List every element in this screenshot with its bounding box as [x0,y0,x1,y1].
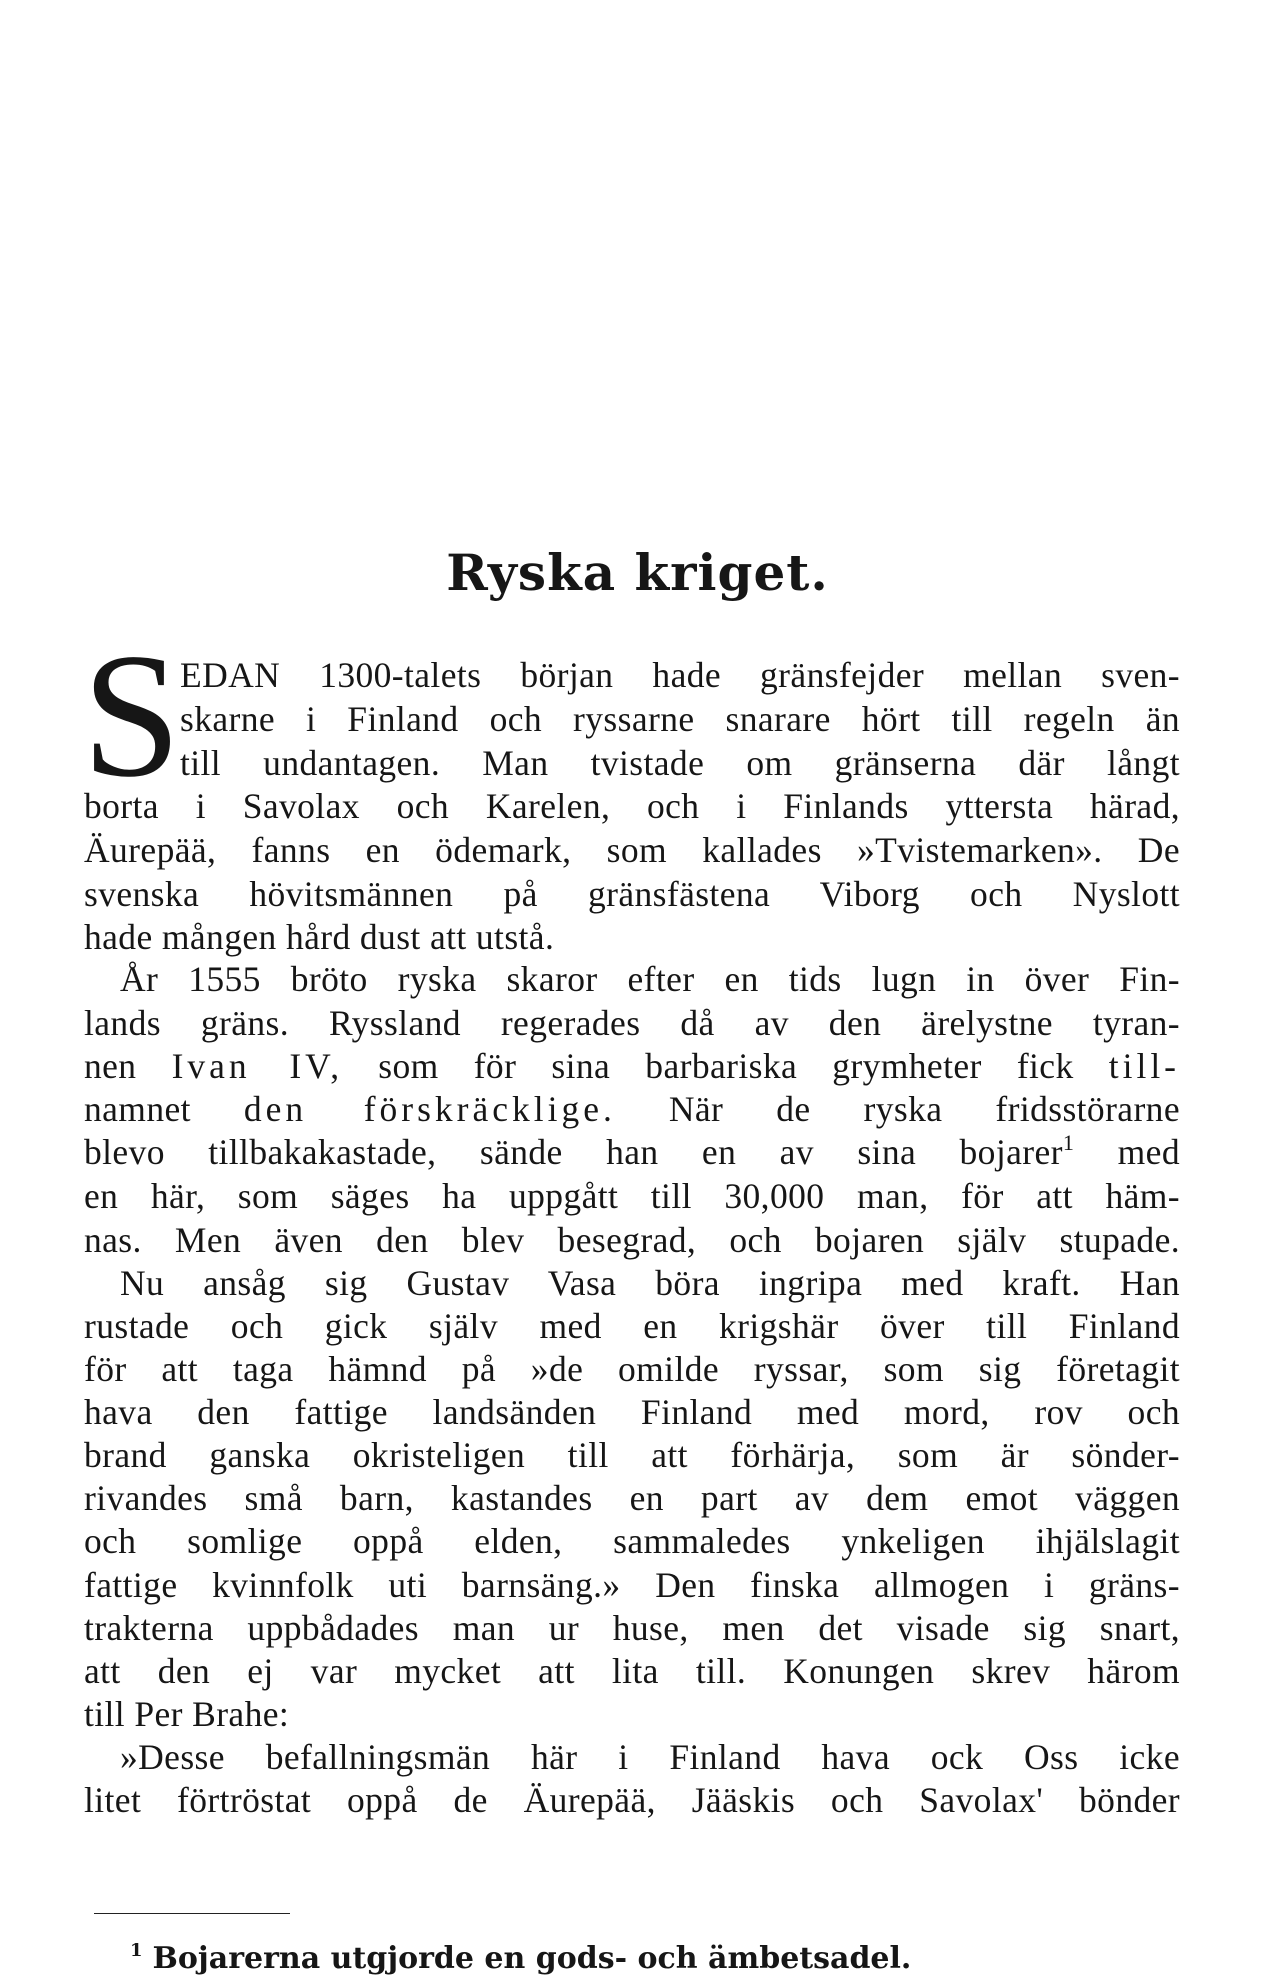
text-line: till undantagen. Man tvistade om gränserna där långt [180,743,1180,783]
footnote-text: Bojarerna utgjorde en gods- och ämbetsadel. [152,1941,912,1976]
text-line: rustade och gick själv med en krigshär över till Finland [84,1306,1180,1346]
text-line: trakterna uppbådades man ur huse, men det visade sig snart, [84,1608,1180,1648]
text-line: att den ej var mycket att lita till. Konungen skrev härom [84,1651,1180,1691]
text-line: lands gräns. Ryssland regerades då av den ärelystne tyran- [84,1003,1180,1043]
text-fragment: När de ryska fridsstörarne [668,1089,1180,1129]
text-line: för att taga hämnd på »de omilde ryssar, som sig företagit [84,1349,1180,1389]
text-line: »Desse befallningsmän här i Finland hava ock Oss icke [120,1737,1180,1777]
text-line: borta i Savolax och Karelen, och i Finlands yttersta härad, [84,786,1180,826]
drop-cap: S [82,616,181,814]
text-line: till Per Brahe: [84,1694,290,1734]
text-line: nas. Men även den blev besegrad, och bojaren själv stupade. [84,1220,1180,1260]
text-line: litet förtröstat oppå de Äurepää, Jääskis och Savolax' bönder [84,1780,1180,1820]
text-fragment: som för sina barbariska grymheter fick [378,1046,1074,1086]
footnote-separator [94,1913,290,1914]
text-line: EDAN 1300-talets början hade gränsfejder mellan sven- [180,655,1180,695]
text-line [84,1130,1180,1174]
text-line [84,1044,1180,1088]
text-line: svenska hövitsmännen på gränsfästena Viborg och Nyslott [84,874,1180,914]
footnote-mark: 1 [130,1940,143,1961]
epithet-spaced: den förskräcklige. [243,1089,616,1129]
text-line: en här, som säges ha uppgått till 30,000 man, för att häm- [84,1176,1180,1216]
text-line: skarne i Finland och ryssarne snarare hört till regeln än [180,699,1180,739]
footnote-reference: 1 [1062,1130,1075,1155]
text-line: hade mången hård dust att utstå. [84,917,555,957]
text-line: brand ganska okristeligen till att förhärja, som är sönder- [84,1435,1180,1475]
text-fragment: nen [84,1046,137,1086]
text-line: rivandes små barn, kastandes en part av dem emot väggen [84,1478,1180,1518]
text-line: Nu ansåg sig Gustav Vasa böra ingripa med kraft. Han [120,1263,1180,1303]
text-fragment: till- [1108,1046,1181,1086]
text-line: fattige kvinnfolk uti barnsäng.» Den finska allmogen i gräns- [84,1565,1180,1605]
chapter-title: Ryska kriget. [446,543,829,602]
text-line: hava den fattige landsänden Finland med mord, rov och [84,1392,1180,1432]
text-fragment: med [1117,1132,1180,1172]
text-line: och somlige oppå elden, sammaledes ynkeligen ihjälslagit [84,1521,1180,1561]
footnote [130,1932,911,1978]
text-line [84,1087,1180,1131]
text-line: År 1555 bröto ryska skaror efter en tids lugn in över Fin- [120,959,1180,999]
text-line: Äurepää, fanns en ödemark, som kallades »Tvistemarken». De [84,830,1180,870]
text-fragment: namnet [84,1089,191,1129]
name-ivan-spaced: Ivan IV, [171,1046,344,1086]
text-fragment: blevo tillbakakastade, sände han en av sina bojarer [84,1132,1063,1172]
